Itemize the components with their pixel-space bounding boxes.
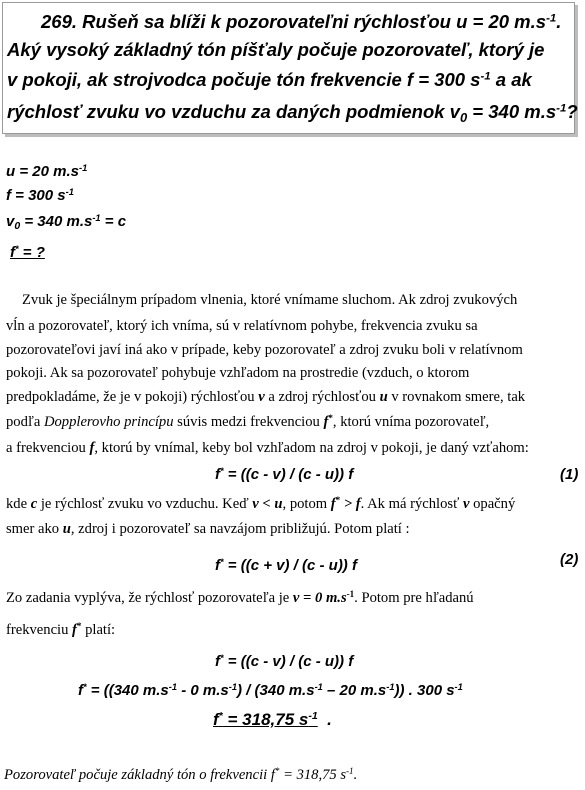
doppler-principle: Dopplerovho princípu [43,414,174,430]
equation-1-number: (1) [560,466,579,483]
problem-line-1: 269. Rušeň sa blíži k pozorovateľni rýchlosťou u = 20 $m.s^{-1}$. [41,11,562,32]
paragraph-1-line-2: vĺn a pozorovateľ, ktorý ich vníma, sú v relatívnom pohybe, frekvencia zvuku sa [6,318,478,334]
problem-line-3: v pokoji, ak strojvodca počuje tón frekvencie f = 300 $s^{-1}$ a ak [7,69,532,90]
equation-2-number: (2) [560,551,579,568]
paragraph-2-line-2: smer ako u, zdroj i pozorovateľ sa navzájom približujú. Potom platí : [6,521,410,537]
problem-line-4: rýchlosť zvuku vo vzduchu za daných podmienok $v_0 = 340$ $m.s^{-1}$? [7,101,578,125]
given-u: u = 20 $m.s^{-1}$ [6,162,88,180]
problem-box [2,2,578,134]
paragraph-1-line-4: pokoji. Ak sa pozorovateľ pohybuje vzhľadom na prostredie (vzduch, o ktorom [6,365,470,381]
paragraph-1-line-6: podľa Dopplerovho princípu súvis medzi frekvenciou f*, ktorú vníma pozorovateľ, [6,413,490,430]
paragraph-1-line-5: predpokladáme, že je v pokoji) rýchlosťou v a zdroj rýchlosťou u v rovnakom smere, tak [6,389,526,405]
paragraph-2-line-1: kde c je rýchlosť zvuku vo vzduchu. Keď v < u, potom f* > f. Ak má rýchlosť v opačný [6,495,516,512]
paragraph-3-line-1: Zo zadania vyplýva, že rýchlosť pozorovateľa je v = 0 $m.s^{-1}$. Potom pre hľadanú [6,589,474,606]
paragraph-1-line-3: pozorovateľovi javí iná ako v prípade, keby pozorovateľ a zdroj zvuku boli v relatívnom [6,342,523,358]
problem-line-2: Aký vysoký základný tón píšťaly počuje pozorovateľ, ktorý je [7,39,545,60]
given-f: f = 300 $s^{-1}$ [6,186,74,204]
paragraph-1-line-7: a frekvenciou f, ktorú by vnímal, keby bol vzhľadom na zdroj v pokoji, je daný vzťahom: [6,440,529,456]
given-unknown: f* = ? [10,243,45,261]
equation-2: f* = ((c + v) / (c - u)) f [215,556,357,574]
result: f* = 318,75 $s^{-1}$ . [213,710,332,729]
equation-4: f* = ((340 $m.s^{-1} - 0$ $m.s^{-1}) / (340$ $m.s^{-1} - 20$ $m.s^{-1}$)) . 300 $s^{-1}$ [78,681,463,699]
equation-3: f* = ((c - v) / (c - u)) f [215,652,354,670]
conclusion: Pozorovateľ počuje základný tón o frekvencii f* = 318,75 $s^{-1}$. [4,766,358,783]
given-v0: $v_0 = 340$ $m.s^{-1} = c$ [6,212,127,233]
problem-number: 269. [41,11,78,32]
paragraph-3-line-2: frekvenciu f* platí: [6,621,116,638]
equation-1: f* = ((c - v) / (c - u)) f [215,465,354,483]
paragraph-1-line-1: Zvuk je špeciálnym prípadom vlnenia, ktoré vnímame sluchom. Ak zdroj zvukových [22,292,518,308]
